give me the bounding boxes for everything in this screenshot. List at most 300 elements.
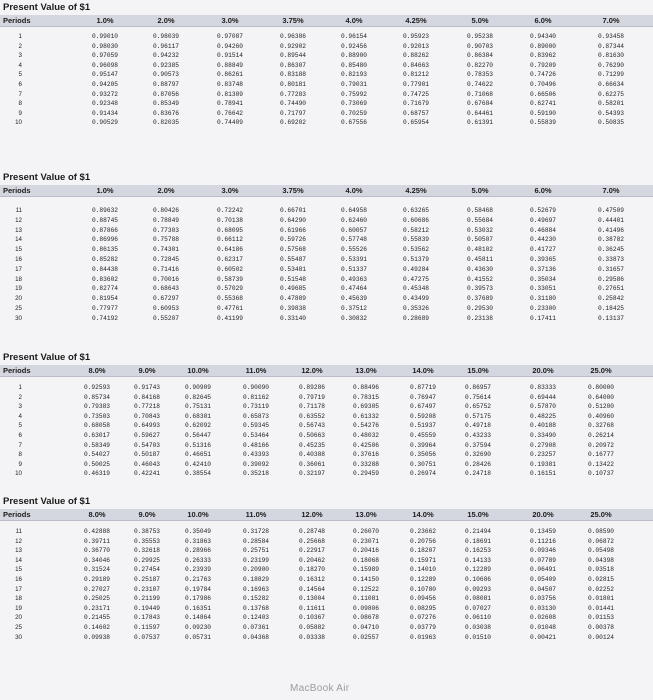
value-cell: 0.18207: [410, 547, 436, 555]
value-cell: 0.49363: [341, 275, 367, 283]
period-cell: 15: [15, 246, 22, 254]
value-cell: 0.38782: [598, 236, 624, 244]
value-column: [280, 206, 306, 324]
value-cell: 0.18068: [353, 556, 379, 564]
value-column: [465, 383, 491, 479]
period-cell: 13: [15, 547, 22, 555]
value-cell: 0.49284: [403, 265, 429, 273]
value-cell: 0.58212: [403, 226, 429, 234]
value-cell: 0.21199: [134, 595, 160, 603]
value-cell: 0.51379: [403, 255, 429, 263]
value-cell: 0.09293: [465, 585, 491, 593]
value-cell: 0.03038: [465, 623, 491, 631]
rate-header: 12.0%: [301, 366, 323, 375]
period-cell: 11: [15, 207, 22, 214]
value-cell: 0.87719: [410, 384, 436, 391]
value-cell: 0.14602: [84, 623, 110, 631]
value-cell: 0.84438: [92, 265, 118, 273]
value-cell: 0.29586: [598, 275, 624, 283]
value-cell: 0.09938: [84, 633, 110, 641]
rate-header: 8.0%: [88, 366, 106, 375]
rate-header: 3.75%: [282, 186, 304, 195]
value-cell: 0.05498: [588, 547, 614, 555]
value-cell: 0.32197: [299, 470, 325, 478]
value-cell: 0.08590: [588, 528, 614, 535]
value-cell: 0.23257: [530, 451, 556, 459]
value-column: [134, 527, 160, 642]
rate-header: 11.0%: [245, 510, 267, 519]
value-cell: 0.45639: [341, 295, 367, 303]
value-cell: 0.78941: [217, 100, 243, 108]
value-column: [84, 527, 110, 642]
value-cell: 0.83748: [217, 80, 243, 88]
value-cell: 0.70259: [341, 109, 367, 117]
value-cell: 0.37512: [341, 304, 367, 312]
value-cell: 0.67297: [153, 295, 179, 303]
value-cell: 0.86135: [92, 246, 118, 254]
value-cell: 0.62092: [185, 422, 211, 430]
value-cell: 0.54703: [134, 441, 160, 449]
rate-header: 1.0%: [96, 186, 114, 195]
periods-label: Periods: [3, 16, 31, 25]
value-cell: 0.79719: [299, 393, 325, 401]
value-cell: 0.76947: [410, 393, 436, 401]
value-cell: 0.18270: [299, 566, 325, 574]
value-column: [467, 206, 493, 324]
value-cell: 0.13137: [598, 314, 624, 322]
value-cell: 0.55684: [467, 216, 493, 224]
rate-header: 15.0%: [467, 510, 489, 519]
value-cell: 0.36061: [299, 460, 325, 468]
value-cell: 0.47275: [403, 275, 429, 283]
value-cell: 0.69202: [280, 119, 306, 127]
period-cell: 17: [15, 265, 22, 273]
value-cell: 0.21494: [465, 528, 491, 535]
value-cell: 0.06491: [530, 566, 556, 574]
rate-header: 20.0%: [532, 366, 554, 375]
value-cell: 0.83962: [530, 52, 556, 60]
value-cell: 0.30751: [410, 460, 436, 468]
value-cell: 0.18425: [598, 304, 624, 312]
value-cell: 0.17843: [134, 614, 160, 622]
table-title: Present Value of $1: [3, 496, 91, 507]
value-cell: 0.54393: [598, 109, 624, 117]
value-cell: 0.53562: [403, 246, 429, 254]
value-cell: 0.50835: [598, 119, 624, 127]
value-cell: 0.65873: [243, 412, 269, 420]
value-cell: 0.46884: [530, 226, 556, 234]
value-cell: 0.35326: [403, 304, 429, 312]
value-cell: 0.43499: [403, 295, 429, 303]
value-cell: 0.96386: [280, 33, 306, 40]
value-cell: 0.53032: [467, 226, 493, 234]
value-column: [353, 383, 379, 479]
value-cell: 0.94205: [92, 80, 118, 88]
value-cell: 0.64000: [588, 393, 614, 401]
value-cell: 0.33873: [598, 255, 624, 263]
value-cell: 0.86384: [467, 52, 493, 60]
value-column: [84, 383, 110, 479]
value-cell: 0.51548: [280, 275, 306, 283]
value-cell: 0.74301: [153, 246, 179, 254]
value-cell: 0.19784: [185, 585, 211, 593]
value-cell: 0.56743: [299, 422, 325, 430]
period-cell: 12: [15, 216, 22, 224]
value-cell: 0.91434: [92, 109, 118, 117]
value-cell: 0.38753: [134, 528, 160, 535]
period-cell: 14: [15, 236, 22, 244]
period-cell: 19: [15, 285, 22, 293]
value-cell: 0.02252: [588, 585, 614, 593]
value-cell: 0.23171: [84, 604, 110, 612]
value-cell: 0.07537: [134, 633, 160, 641]
value-cell: 0.63265: [403, 207, 429, 214]
value-cell: 0.55368: [217, 295, 243, 303]
value-cell: 0.58349: [84, 441, 110, 449]
periods-label: Periods: [3, 366, 31, 375]
value-cell: 0.80426: [153, 207, 179, 214]
value-cell: 0.28689: [403, 314, 429, 322]
value-cell: 0.51337: [341, 265, 367, 273]
value-cell: 0.26974: [410, 470, 436, 478]
value-cell: 0.29925: [134, 556, 160, 564]
value-cell: 0.99010: [92, 33, 118, 40]
value-cell: 0.92385: [153, 61, 179, 69]
value-cell: 0.08081: [465, 595, 491, 603]
value-cell: 0.35056: [410, 451, 436, 459]
value-cell: 0.81309: [217, 90, 243, 98]
value-cell: 0.16351: [185, 604, 211, 612]
value-column: [410, 527, 436, 642]
value-cell: 0.80000: [588, 384, 614, 391]
value-column: [530, 32, 556, 128]
value-cell: 0.71068: [467, 90, 493, 98]
value-cell: 0.04398: [588, 556, 614, 564]
value-cell: 0.59345: [243, 422, 269, 430]
value-cell: 0.26333: [185, 556, 211, 564]
value-cell: 0.55839: [530, 119, 556, 127]
value-cell: 0.37689: [467, 295, 493, 303]
value-cell: 0.82035: [153, 119, 179, 127]
value-cell: 0.23662: [410, 528, 436, 535]
value-cell: 0.57029: [217, 285, 243, 293]
value-cell: 0.82193: [341, 71, 367, 79]
value-cell: 0.42241: [134, 470, 160, 478]
value-cell: 0.51200: [588, 403, 614, 411]
value-cell: 0.02815: [588, 575, 614, 583]
value-column: [598, 206, 624, 324]
value-cell: 0.24718: [465, 470, 491, 478]
value-cell: 0.12289: [465, 566, 491, 574]
pv-table-1: [0, 0, 653, 170]
period-cell: 20: [15, 614, 22, 622]
value-cell: 0.33288: [353, 460, 379, 468]
value-cell: 0.39838: [280, 304, 306, 312]
value-cell: 0.36245: [598, 246, 624, 254]
value-cell: 0.92593: [84, 384, 110, 391]
value-cell: 0.67556: [341, 119, 367, 127]
value-cell: 0.09230: [185, 623, 211, 631]
value-column: [530, 527, 556, 642]
value-cell: 0.75131: [185, 403, 211, 411]
value-cell: 0.37594: [465, 441, 491, 449]
value-cell: 0.41552: [467, 275, 493, 283]
value-column: [92, 32, 118, 128]
value-cell: 0.10367: [299, 614, 325, 622]
value-cell: 0.35034: [530, 275, 556, 283]
value-cell: 0.60502: [217, 265, 243, 273]
value-cell: 0.57568: [280, 246, 306, 254]
value-cell: 0.84168: [134, 393, 160, 401]
value-cell: 0.82774: [92, 285, 118, 293]
value-cell: 0.04368: [243, 633, 269, 641]
value-cell: 0.16963: [243, 585, 269, 593]
value-cell: 0.74192: [92, 314, 118, 322]
value-cell: 0.69305: [353, 403, 379, 411]
value-cell: 0.39711: [84, 537, 110, 545]
value-column: [410, 383, 436, 479]
value-cell: 0.97059: [92, 52, 118, 60]
value-cell: 0.68643: [153, 285, 179, 293]
value-cell: 0.02608: [530, 614, 556, 622]
value-column: [92, 206, 118, 324]
value-cell: 0.15989: [353, 566, 379, 574]
period-cell: 7: [18, 90, 22, 98]
value-cell: 0.68301: [185, 412, 211, 420]
value-cell: 0.03518: [588, 566, 614, 574]
value-cell: 0.28584: [243, 537, 269, 545]
value-cell: 0.47464: [341, 285, 367, 293]
value-cell: 0.96154: [341, 33, 367, 40]
value-cell: 0.23071: [353, 537, 379, 545]
rate-header: 3.0%: [221, 16, 239, 25]
value-cell: 0.80181: [280, 80, 306, 88]
value-cell: 0.38554: [185, 470, 211, 478]
value-cell: 0.25842: [598, 295, 624, 303]
rate-header: 4.25%: [405, 186, 427, 195]
period-cell: 11: [15, 528, 22, 535]
value-cell: 0.07789: [530, 556, 556, 564]
value-cell: 0.94260: [217, 42, 243, 50]
value-cell: 0.32690: [465, 451, 491, 459]
value-cell: 0.20416: [353, 547, 379, 555]
value-cell: 0.85734: [84, 393, 110, 401]
value-cell: 0.92013: [403, 42, 429, 50]
value-cell: 0.00124: [588, 633, 614, 641]
rate-header: 9.0%: [138, 366, 156, 375]
value-cell: 0.53481: [280, 265, 306, 273]
period-cell: 1: [18, 33, 22, 40]
rate-header: 20.0%: [532, 510, 554, 519]
value-cell: 0.92902: [280, 42, 306, 50]
value-column: [588, 527, 614, 642]
value-cell: 0.59208: [410, 412, 436, 420]
value-cell: 0.85282: [92, 255, 118, 263]
value-cell: 0.14133: [465, 556, 491, 564]
value-cell: 0.72242: [217, 207, 243, 214]
value-cell: 0.14150: [353, 575, 379, 583]
period-cell: 8: [18, 451, 22, 459]
value-column: [403, 32, 429, 128]
value-cell: 0.61391: [467, 119, 493, 127]
table-title: Present Value of $1: [3, 172, 91, 183]
rate-header: 1.0%: [96, 16, 114, 25]
value-cell: 0.05882: [299, 623, 325, 631]
value-cell: 0.74726: [530, 71, 556, 79]
value-cell: 0.51316: [185, 441, 211, 449]
periods-label: Periods: [3, 510, 31, 519]
value-cell: 0.25668: [299, 537, 325, 545]
value-cell: 0.53391: [341, 255, 367, 263]
value-cell: 0.62460: [341, 216, 367, 224]
rate-header: 4.25%: [405, 16, 427, 25]
value-cell: 0.07276: [410, 614, 436, 622]
value-cell: 0.13004: [299, 595, 325, 603]
period-cell: 17: [15, 585, 22, 593]
period-cell: 30: [15, 314, 22, 322]
value-cell: 0.31180: [530, 295, 556, 303]
value-cell: 0.29189: [84, 575, 110, 583]
value-cell: 0.01153: [588, 614, 614, 622]
value-cell: 0.35218: [243, 470, 269, 478]
value-cell: 0.60953: [153, 304, 179, 312]
value-cell: 0.60686: [403, 216, 429, 224]
value-cell: 0.45235: [299, 441, 325, 449]
rate-header: 25.0%: [590, 366, 612, 375]
value-cell: 0.03756: [530, 595, 556, 603]
value-cell: 0.41496: [598, 226, 624, 234]
period-cell: 1: [18, 384, 22, 391]
value-cell: 0.32618: [134, 547, 160, 555]
value-cell: 0.48225: [530, 412, 556, 420]
value-cell: 0.47509: [598, 207, 624, 214]
period-cell: 10: [15, 470, 22, 478]
value-cell: 0.74409: [217, 119, 243, 127]
value-cell: 0.20900: [243, 566, 269, 574]
period-cell: 6: [18, 431, 22, 439]
value-cell: 0.22917: [299, 547, 325, 555]
value-column: [299, 383, 325, 479]
value-cell: 0.83333: [530, 384, 556, 391]
value-cell: 0.33490: [530, 431, 556, 439]
value-cell: 0.40960: [588, 412, 614, 420]
value-cell: 0.23107: [134, 585, 160, 593]
value-cell: 0.70843: [134, 412, 160, 420]
value-column: [153, 32, 179, 128]
value-cell: 0.83188: [280, 71, 306, 79]
rate-header: 9.0%: [138, 510, 156, 519]
value-cell: 0.77218: [134, 403, 160, 411]
value-cell: 0.23138: [467, 314, 493, 322]
value-cell: 0.82645: [185, 393, 211, 401]
period-cell: 16: [15, 255, 22, 263]
value-cell: 0.74490: [280, 100, 306, 108]
pv-table-4: [0, 494, 653, 684]
value-column: [530, 383, 556, 479]
value-cell: 0.29459: [353, 470, 379, 478]
value-cell: 0.81212: [403, 71, 429, 79]
value-cell: 0.73503: [84, 412, 110, 420]
value-cell: 0.59190: [530, 109, 556, 117]
value-cell: 0.57748: [341, 236, 367, 244]
value-cell: 0.49685: [280, 285, 306, 293]
period-cell: 18: [15, 595, 22, 603]
period-cell: 5: [18, 422, 22, 430]
value-cell: 0.01048: [530, 623, 556, 631]
value-cell: 0.77283: [280, 90, 306, 98]
period-cell: 14: [15, 556, 22, 564]
value-cell: 0.54027: [84, 451, 110, 459]
value-cell: 0.66506: [530, 90, 556, 98]
value-cell: 0.07361: [243, 623, 269, 631]
value-cell: 0.58468: [467, 207, 493, 214]
value-cell: 0.17411: [530, 314, 556, 322]
value-cell: 0.12522: [353, 585, 379, 593]
period-column: [10, 383, 22, 479]
value-column: [243, 383, 269, 479]
value-cell: 0.69444: [530, 393, 556, 401]
value-cell: 0.66112: [217, 236, 243, 244]
value-cell: 0.65752: [465, 403, 491, 411]
value-cell: 0.71679: [403, 100, 429, 108]
value-cell: 0.71178: [299, 403, 325, 411]
value-cell: 0.16151: [530, 470, 556, 478]
value-cell: 0.59627: [134, 431, 160, 439]
value-cell: 0.50507: [467, 236, 493, 244]
value-cell: 0.20972: [588, 441, 614, 449]
value-cell: 0.79209: [530, 61, 556, 69]
rate-header: 14.0%: [412, 366, 434, 375]
value-cell: 0.05409: [530, 575, 556, 583]
value-cell: 0.46043: [134, 460, 160, 468]
value-cell: 0.79031: [341, 80, 367, 88]
period-cell: 13: [15, 226, 22, 234]
value-cell: 0.18829: [243, 575, 269, 583]
value-cell: 0.93458: [598, 33, 624, 40]
period-cell: 19: [15, 604, 22, 612]
value-cell: 0.23939: [185, 566, 211, 574]
value-cell: 0.90703: [467, 42, 493, 50]
value-cell: 0.00378: [588, 623, 614, 631]
value-column: [598, 32, 624, 128]
value-cell: 0.17986: [185, 595, 211, 603]
period-cell: 5: [18, 71, 22, 79]
value-cell: 0.71416: [153, 265, 179, 273]
value-cell: 0.28748: [299, 528, 325, 535]
value-cell: 0.11611: [299, 604, 325, 612]
value-cell: 0.75788: [153, 236, 179, 244]
value-cell: 0.49697: [530, 216, 556, 224]
value-cell: 0.94340: [530, 33, 556, 40]
value-cell: 0.78849: [153, 216, 179, 224]
value-cell: 0.89632: [92, 207, 118, 214]
value-cell: 0.87056: [153, 90, 179, 98]
rate-header: 15.0%: [467, 366, 489, 375]
value-cell: 0.13422: [588, 460, 614, 468]
value-cell: 0.27027: [84, 585, 110, 593]
period-cell: 15: [15, 566, 22, 574]
value-cell: 0.27651: [598, 285, 624, 293]
value-cell: 0.74622: [467, 80, 493, 88]
rate-header: 10.0%: [187, 510, 209, 519]
value-cell: 0.70138: [217, 216, 243, 224]
value-column: [217, 32, 243, 128]
value-cell: 0.70496: [530, 80, 556, 88]
value-cell: 0.45348: [403, 285, 429, 293]
period-column: [10, 32, 22, 128]
period-cell: 2: [18, 42, 22, 50]
value-cell: 0.07027: [465, 604, 491, 612]
